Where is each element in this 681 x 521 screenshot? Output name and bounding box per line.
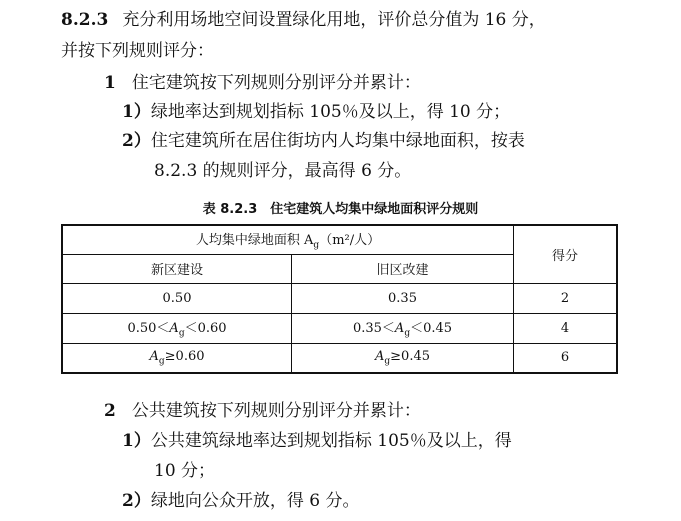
item2-sub1-line-1 xyxy=(122,430,512,452)
header-new: 新区建设 xyxy=(62,254,292,283)
header-group: 人均集中绿地面积 $A_g(m^2/$人） xyxy=(62,225,514,254)
item2-sub1-text-2: 10 分； xyxy=(154,461,216,481)
item1-text: 住宅建筑按下列规则分别评分并累计： xyxy=(131,73,421,93)
cell-score: 6 xyxy=(514,343,618,373)
item1-sub1-marker: 1） xyxy=(122,102,151,122)
cell-old: $0.35<A_g<0.45$ xyxy=(292,313,514,343)
item1-sub1-text: 绿地率达到规划指标 105％及以上，得 10 分； xyxy=(150,102,511,122)
item1-sub2-text-2: 8.2.3 的规则评分，最高得 6 分。 xyxy=(154,161,412,181)
score-table xyxy=(61,224,618,374)
item1-sub2-marker: 2） xyxy=(122,131,151,151)
cell-new: 0.50 xyxy=(62,283,292,313)
item1-line xyxy=(104,72,421,94)
clause-line-2 xyxy=(61,40,214,62)
item1-sub2-line-2 xyxy=(154,160,411,182)
cell-new: $A_g\ge 0.60$ xyxy=(62,343,292,373)
item2-text: 公共建筑按下列规则分别评分并累计： xyxy=(131,401,421,421)
table-row xyxy=(62,283,617,313)
header-old: 旧区改建 xyxy=(292,254,514,283)
item2-sub2-line xyxy=(122,490,359,512)
item2-sub2-marker: 2） xyxy=(122,491,151,511)
item2-sub1-text-1: 公共建筑绿地率达到规划指标 105％及以上，得 xyxy=(150,431,512,451)
table-caption: 表 8.2.3 住宅建筑人均集中绿地面积评分规则 xyxy=(202,202,479,217)
table-row xyxy=(62,313,617,343)
table-row xyxy=(62,343,617,373)
header-score: 得分 xyxy=(514,225,618,283)
item2-sub1-marker: 1） xyxy=(122,431,151,451)
cell-old: $A_g\ge 0.45$ xyxy=(292,343,514,373)
item2-line xyxy=(104,400,421,422)
clause-text-1: 充分利用场地空间设置绿化用地，评价总分值为 16 分， xyxy=(122,10,546,30)
clause-number: 8.2.3 xyxy=(61,10,109,30)
item1-sub2-line-1 xyxy=(122,130,525,152)
cell-old: 0.35 xyxy=(292,283,514,313)
item2-sub2-text: 绿地向公众开放，得 6 分。 xyxy=(150,491,360,511)
item1-sub2-text-1: 住宅建筑所在居住街坊内人均集中绿地面积，按表 xyxy=(150,131,525,151)
item2-sub1-line-2 xyxy=(154,460,215,482)
item1-number: 1 xyxy=(104,73,116,93)
clause-text-2: 并按下列规则评分： xyxy=(61,41,214,61)
cell-new: $0.50<A_g<0.60$ xyxy=(62,313,292,343)
cell-score: 2 xyxy=(514,283,618,313)
cell-score: 4 xyxy=(514,313,618,343)
item2-number: 2 xyxy=(104,401,116,421)
item1-sub1-line xyxy=(122,101,510,123)
clause-line-1 xyxy=(61,9,546,31)
